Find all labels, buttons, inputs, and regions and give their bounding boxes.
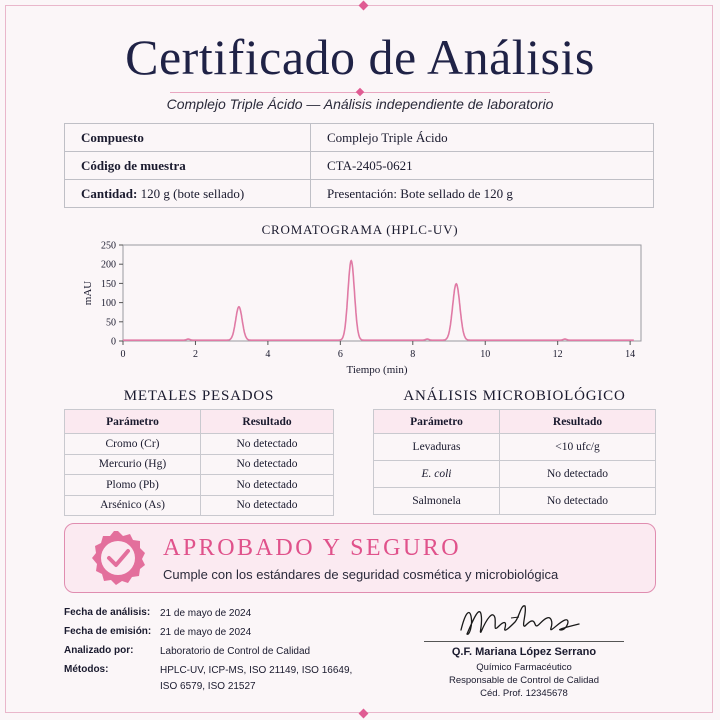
signatory-role: Químico Farmacéutico [476,662,572,673]
micro-result: No detectado [500,488,656,515]
y-tick-label: 50 [106,317,116,329]
quantity-label: Cantidad: [81,185,138,201]
certificate-title: Certificado de Análisis [125,29,595,85]
methods-line2: ISO 6579, ISO 21527 [160,681,256,692]
x-tick-label: 2 [192,349,198,360]
signatory-name: Q.F. Mariana López Serrano [451,646,597,658]
metal-param: Plomo (Pb) [65,475,201,496]
issue-date-label: Fecha de emisión: [64,626,152,637]
micro-param: Salmonela [374,488,500,515]
metal-param: Mercurio (Hg) [65,454,201,475]
x-tick-label: 10 [480,349,491,360]
x-tick-label: 14 [625,349,636,360]
handwritten-signature [455,600,595,642]
table-row [65,495,334,516]
y-tick-label: 150 [101,278,116,290]
table-row [65,475,334,496]
table-header-row [374,410,656,434]
metals-header-param: Parámetro [65,410,201,434]
metals-header-result: Resultado [201,410,334,434]
analyzed-by: Laboratorio de Control de Calidad [160,646,311,657]
chart-title: CROMATOGRAMA (HPLC-UV) [261,222,459,237]
x-tick-label: 8 [410,349,416,360]
analysis-meta [64,607,394,697]
y-tick-label: 0 [111,336,116,348]
x-tick-label: 12 [552,349,563,360]
micro-section-title: ANÁLISIS MICROBIOLÓGICO [403,388,626,404]
x-tick-label: 4 [265,349,271,360]
signatory-license: Céd. Prof. 12345678 [480,688,568,699]
micro-param: E. coli [374,461,500,488]
x-tick-label: 0 [120,349,126,360]
y-tick-label: 200 [101,259,116,271]
methods-label: Métodos: [64,664,109,675]
methods-line1: HPLC-UV, ICP-MS, ISO 21149, ISO 16649, [160,665,353,676]
metal-result: No detectado [201,475,334,496]
signatory-position: Responsable de Control de Calidad [449,675,599,686]
table-row [65,454,334,475]
metal-result: No detectado [201,434,334,455]
micro-result: No detectado [500,461,656,488]
compound-label: Compuesto [65,124,311,152]
micro-param: Levaduras [374,434,500,461]
y-tick-label: 250 [101,240,116,252]
table-header-row [65,410,334,434]
micro-header-param: Parámetro [374,410,500,434]
metal-result: No detectado [201,495,334,516]
plot-frame [123,245,641,341]
x-axis-label: Tiempo (min) [346,364,408,376]
table-row [374,461,656,488]
table-row [374,434,656,461]
micro-header-result: Resultado [500,410,656,434]
analysis-date: 21 de mayo de 2024 [160,608,252,619]
signature-line [424,641,624,642]
table-row [374,488,656,515]
metals-section-title: METALES PESADOS [123,388,275,404]
approval-subtitle: Cumple con los estándares de seguridad cosmética y microbiológica [163,567,559,582]
compound-value: Complejo Triple Ácido [311,124,654,152]
metals-table [64,409,334,516]
presentation-value: Presentación: Bote sellado de 120 g [311,180,654,208]
check-badge-icon [88,528,148,588]
metal-result: No detectado [201,454,334,475]
y-tick-label: 100 [101,298,116,310]
micro-table [373,409,656,515]
table-row [65,434,334,455]
analyzed-by-label: Analizado por: [64,645,134,656]
certificate-subtitle: Complejo Triple Ácido — Análisis independiente de laboratorio [166,96,554,112]
chromatogram-trace [123,261,634,341]
analysis-date-label: Fecha de análisis: [64,607,151,618]
x-tick-label: 6 [337,349,343,360]
sample-code-value: CTA-2405-0621 [311,152,654,180]
approval-title: APROBADO Y SEGURO [163,535,462,561]
issue-date: 21 de mayo de 2024 [160,627,252,638]
metal-param: Arsénico (As) [65,495,201,516]
metal-param: Cromo (Cr) [65,434,201,455]
micro-result: <10 ufc/g [500,434,656,461]
y-axis-label: mAU [82,280,94,306]
quantity-value: 120 g (bote sellado) [140,185,245,201]
sample-code-label: Código de muestra [65,152,311,180]
